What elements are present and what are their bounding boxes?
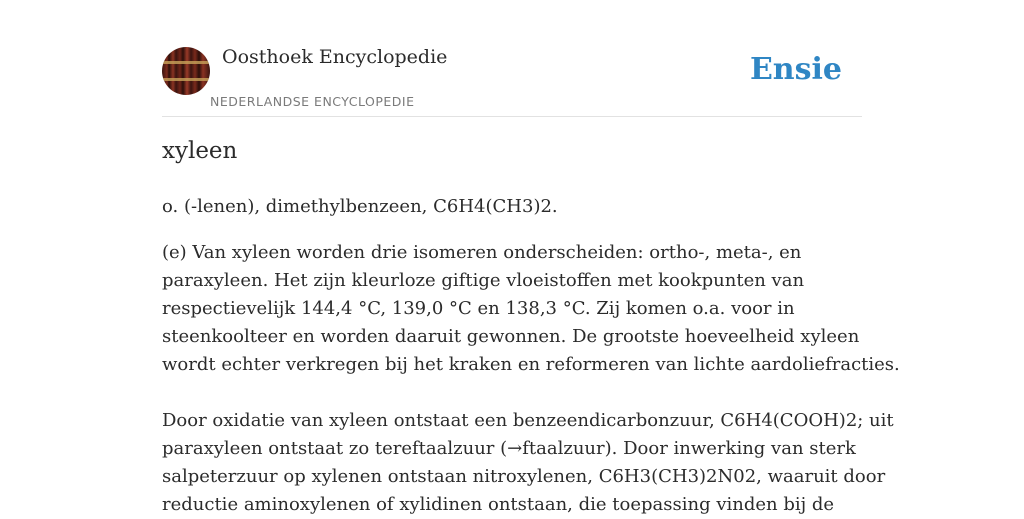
entry-body xyxy=(162,239,900,519)
body-line: steenkoolteer en worden daaruit gewonnen. De grootste hoeveelheid xyleen xyxy=(162,326,860,347)
site-title[interactable]: Oosthoek Encyclopedie xyxy=(222,46,448,68)
site-header xyxy=(162,44,862,117)
body-line: respectievelijk 144,4 °C, 139,0 °C en 138,3 °C. Zij komen o.a. voor in xyxy=(162,298,795,319)
entry-definition: o. (-lenen), dimethylbenzeen, C6H4(CH3)2. xyxy=(162,196,558,217)
entry-title: xyleen xyxy=(162,138,238,164)
body-line: reductie aminoxylenen of xylidinen ontstaan, die toepassing vinden bij de xyxy=(162,494,835,515)
body-line: paraxyleen. Het zijn kleurloze giftige vloeistoffen met kookpunten van xyxy=(162,270,805,291)
ensie-brand-link[interactable]: Ensie xyxy=(749,52,842,87)
body-line: (e) Van xyleen worden drie isomeren onderscheiden: ortho-, meta-, en xyxy=(162,242,802,263)
body-line: paraxyleen ontstaat zo tereftaalzuur (→ftaalzuur). Door inwerking van sterk xyxy=(162,438,856,459)
encyclopedia-books-logo-icon[interactable] xyxy=(162,47,210,95)
body-line: salpeterzuur op xylenen ontstaan nitroxylenen, C6H3(CH3)2N02, waaruit door xyxy=(162,466,886,487)
body-line: Door oxidatie van xyleen ontstaat een benzeendicarbonzuur, C6H4(COOH)2; uit xyxy=(162,410,894,431)
site-subtitle: NEDERLANDSE ENCYCLOPEDIE xyxy=(210,94,415,109)
body-line: wordt echter verkregen bij het kraken en reformeren van lichte aardoliefracties. xyxy=(162,354,900,375)
